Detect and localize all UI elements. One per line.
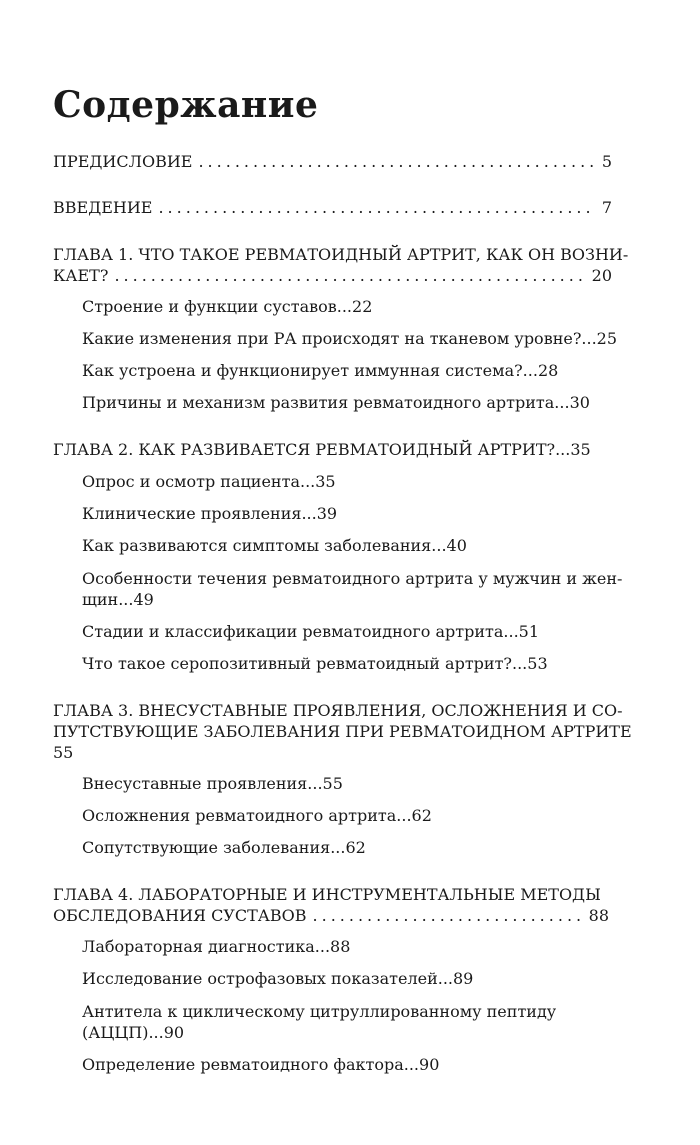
toc-chapter-1-cont[interactable] [53, 266, 612, 286]
toc-item[interactable]: Исследование острофазовых показателей...89 [82, 969, 474, 988]
toc-chapter-3-title[interactable]: ГЛАВА 3. ВНЕСУСТАВНЫЕ ПРОЯВЛЕНИЯ, ОСЛОЖНЕНИЯ И СО- [53, 701, 623, 720]
entry-label: ПРЕДИСЛОВИЕ [53, 152, 193, 171]
dot-leader [198, 152, 595, 172]
toc-chapter-3-page[interactable]: 55 [53, 743, 74, 762]
toc-entry-preface[interactable] [53, 152, 612, 172]
toc-item-cont[interactable]: (АЦЦП)...90 [82, 1023, 185, 1042]
toc-chapter-3-cont[interactable]: ПУТСТВУЮЩИЕ ЗАБОЛЕВАНИЯ ПРИ РЕВМАТОИДНОМ АРТРИТЕ [53, 722, 632, 741]
entry-page: 20 [591, 266, 612, 285]
toc-item[interactable]: Антитела к циклическому цитруллированному пептиду [82, 1002, 557, 1021]
toc-chapter-2-title[interactable]: ГЛАВА 2. КАК РАЗВИВАЕТСЯ РЕВМАТОИДНЫЙ АРТРИТ?...35 [53, 440, 591, 459]
toc-chapter-4-cont[interactable] [53, 906, 609, 926]
toc-entry-intro[interactable] [53, 198, 612, 218]
toc-item[interactable]: Что такое серопозитивный ревматоидный артрит?...53 [82, 654, 548, 673]
dot-leader [114, 266, 585, 286]
toc-item[interactable]: Сопутствующие заболевания...62 [82, 838, 366, 857]
toc-item[interactable]: Клинические проявления...39 [82, 504, 338, 523]
toc-item[interactable]: Причины и механизм развития ревматоидного артрита...30 [82, 393, 590, 412]
toc-item[interactable]: Как устроена и функционирует иммунная система?...28 [82, 361, 559, 380]
page-title: Содержание [53, 84, 319, 126]
toc-item[interactable]: Лабораторная диагностика...88 [82, 937, 351, 956]
toc-item[interactable]: Осложнения ревматоидного артрита...62 [82, 806, 432, 825]
entry-label: ВВЕДЕНИЕ [53, 198, 153, 217]
toc-item[interactable]: Опрос и осмотр пациента...35 [82, 472, 336, 491]
toc-item-cont[interactable]: щин...49 [82, 590, 154, 609]
toc-item[interactable]: Внесуставные проявления...55 [82, 774, 343, 793]
toc-chapter-4-title[interactable]: ГЛАВА 4. ЛАБОРАТОРНЫЕ И ИНСТРУМЕНТАЛЬНЫЕ МЕТОДЫ [53, 885, 601, 904]
toc-item[interactable]: Стадии и классификации ревматоидного артрита...51 [82, 622, 540, 641]
toc-item[interactable]: Как развиваются симптомы заболевания...40 [82, 536, 467, 555]
entry-label: ОБСЛЕДОВАНИЯ СУСТАВОВ [53, 906, 307, 925]
toc-item[interactable]: Определение ревматоидного фактора...90 [82, 1055, 440, 1074]
toc-item[interactable]: Строение и функции суставов...22 [82, 297, 373, 316]
entry-page: 7 [601, 198, 612, 217]
toc-item[interactable]: Особенности течения ревматоидного артрита у мужчин и жен- [82, 569, 623, 588]
entry-page: 88 [588, 906, 609, 925]
entry-page: 5 [601, 152, 612, 171]
dot-leader [313, 906, 583, 926]
toc-item[interactable]: Какие изменения при РА происходят на тканевом уровне?...25 [82, 329, 618, 348]
dot-leader [158, 198, 595, 218]
entry-label: КАЕТ? [53, 266, 109, 285]
toc-chapter-1-title[interactable]: ГЛАВА 1. ЧТО ТАКОЕ РЕВМАТОИДНЫЙ АРТРИТ, КАК ОН ВОЗНИ- [53, 245, 629, 264]
